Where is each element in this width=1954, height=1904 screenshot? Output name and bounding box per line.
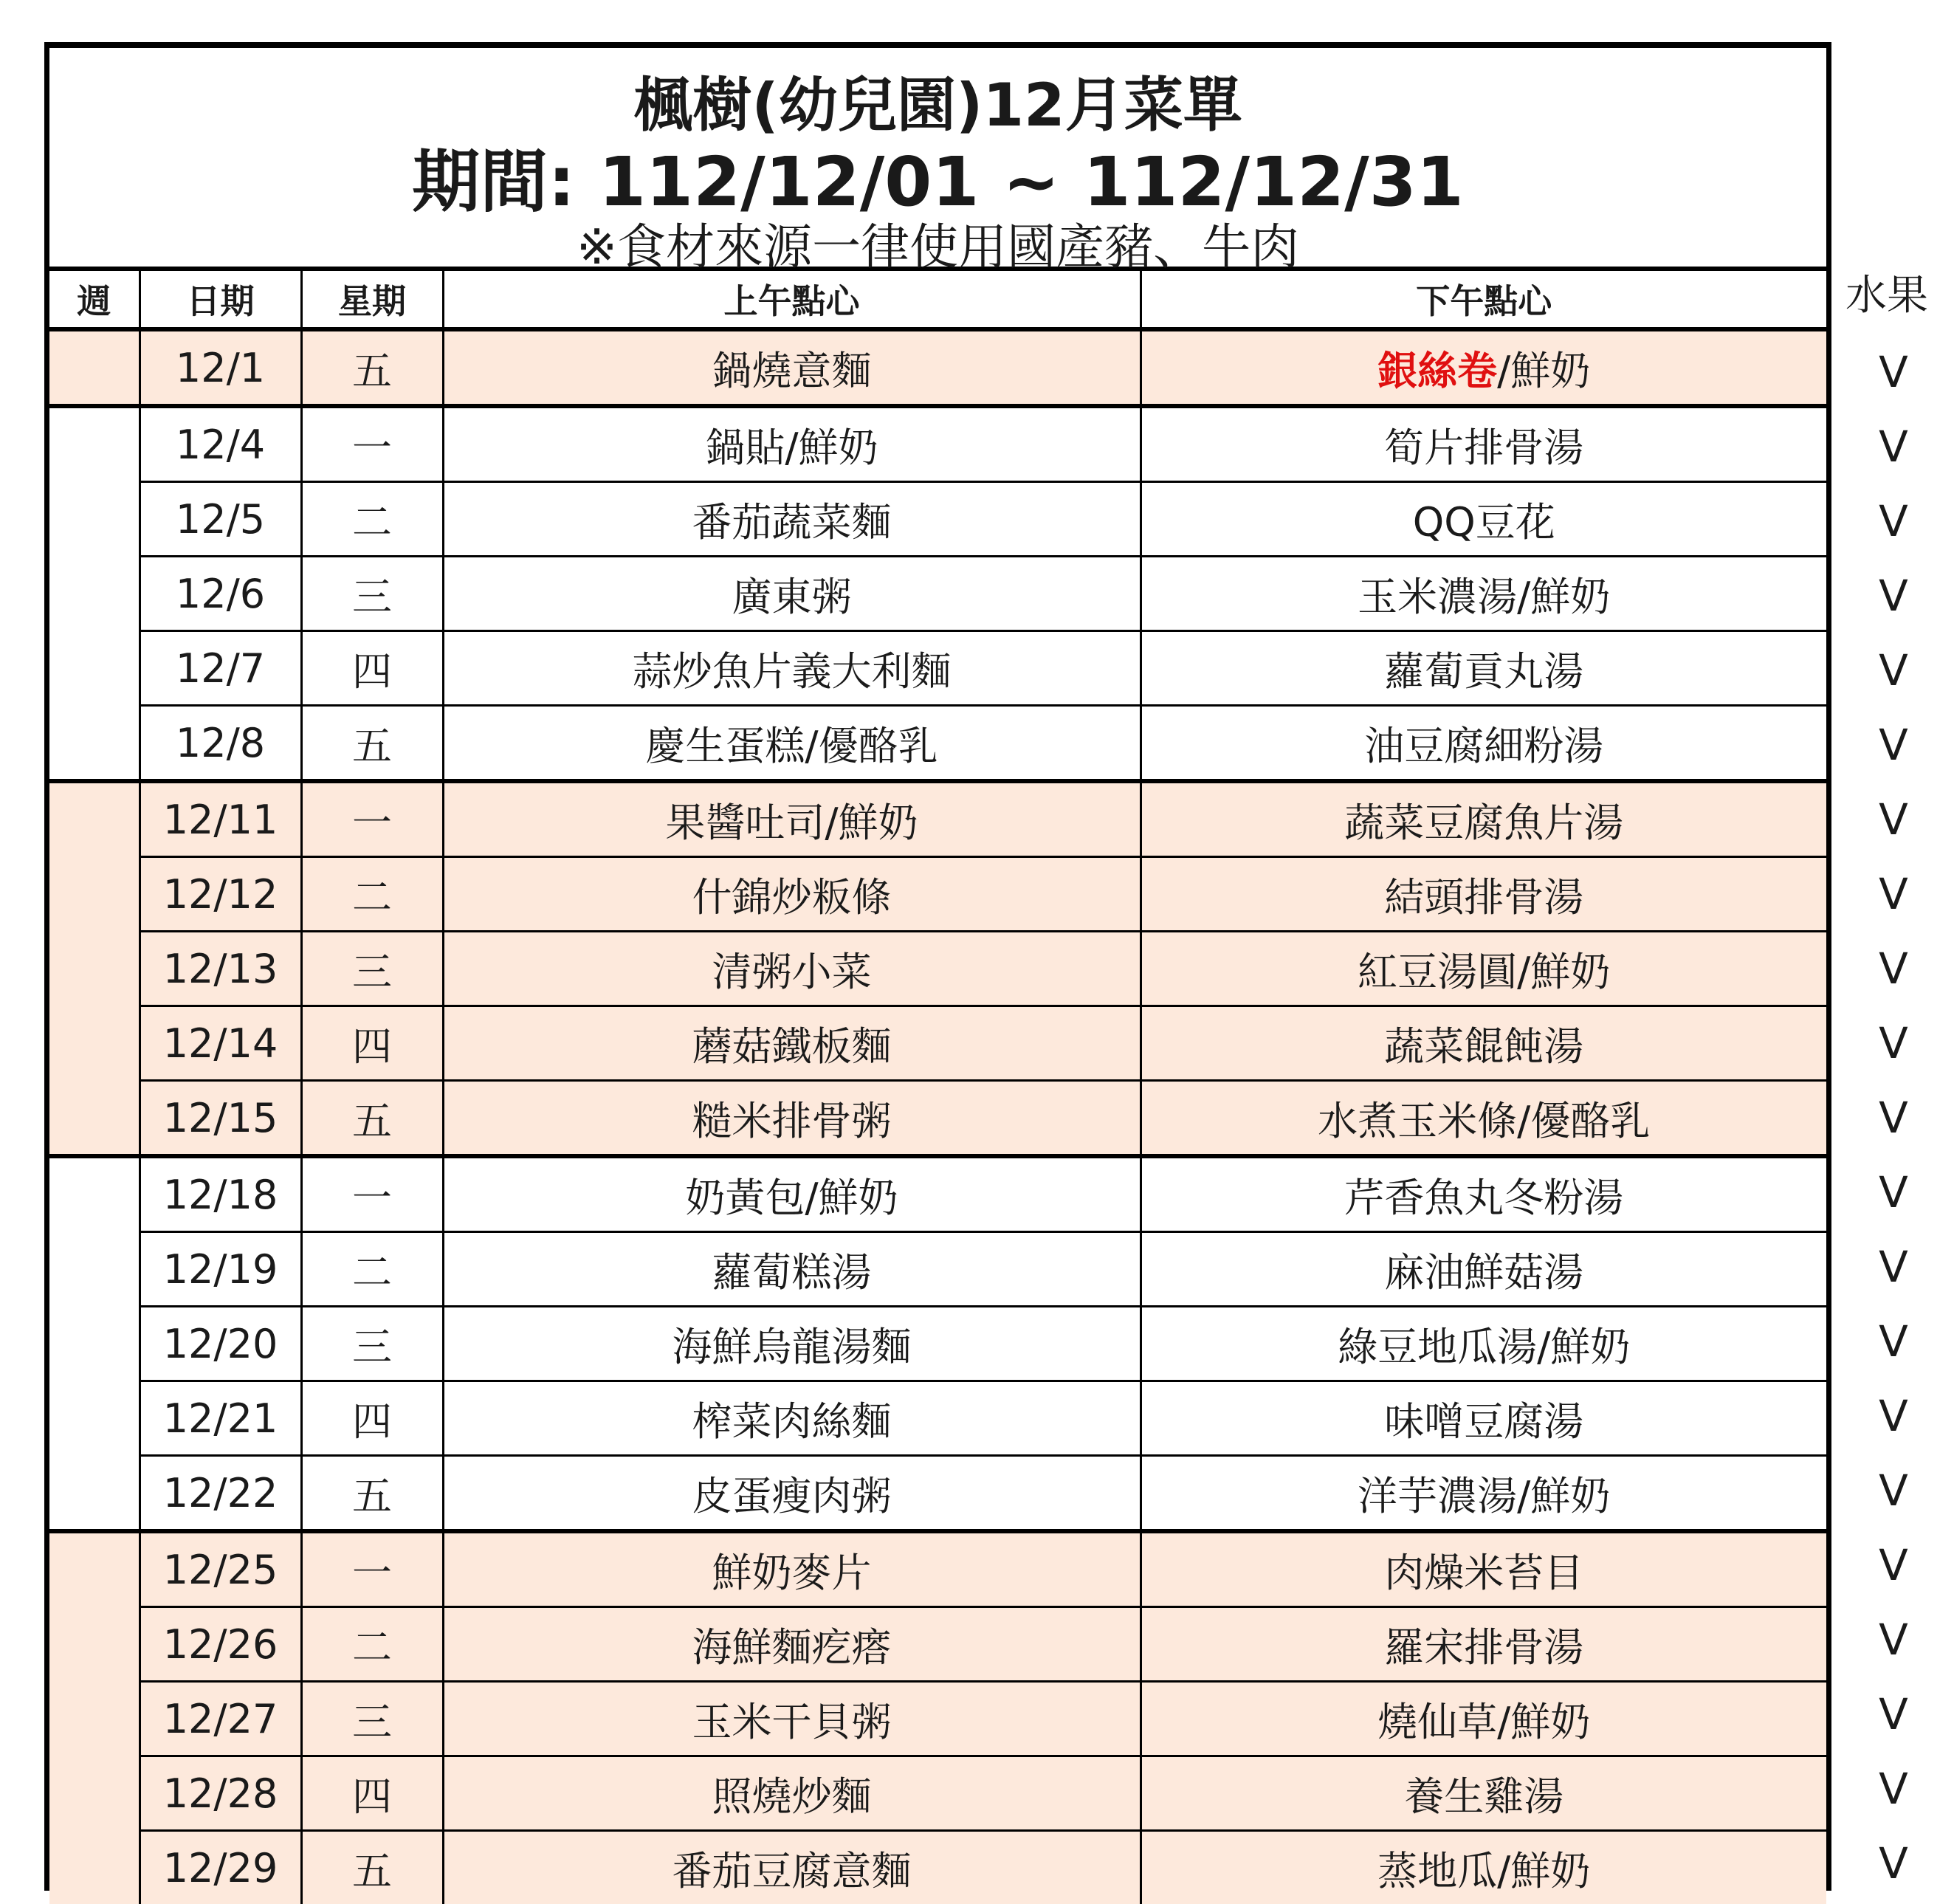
am-snack-cell: 皮蛋瘦肉粥 bbox=[443, 1456, 1141, 1532]
weekday-cell: 三 bbox=[301, 932, 443, 1006]
table-row bbox=[49, 1756, 1826, 1831]
fruit-check: V bbox=[1868, 1092, 1919, 1144]
fruit-check: V bbox=[1868, 1390, 1919, 1442]
pm-snack-cell: 紅豆湯圓/鮮奶 bbox=[1141, 932, 1826, 1006]
fruit-check: V bbox=[1868, 868, 1919, 920]
pm-snack-cell: 筍片排骨湯 bbox=[1141, 406, 1826, 482]
am-snack-cell: 海鮮烏龍湯麵 bbox=[443, 1307, 1141, 1381]
table-row bbox=[49, 857, 1826, 932]
table-row bbox=[49, 781, 1826, 857]
pm-snack-cell: 味噌豆腐湯 bbox=[1141, 1381, 1826, 1456]
date-cell: 12/1 bbox=[140, 329, 301, 406]
pm-snack-cell: 羅宋排骨湯 bbox=[1141, 1607, 1826, 1682]
fruit-check: V bbox=[1868, 1166, 1919, 1218]
fruit-check: V bbox=[1868, 570, 1919, 622]
weekday-cell: 四 bbox=[301, 631, 443, 706]
weekday-cell: 五 bbox=[301, 329, 443, 406]
date-cell: 12/15 bbox=[140, 1081, 301, 1157]
weekday-cell: 一 bbox=[301, 1156, 443, 1232]
date-cell: 12/19 bbox=[140, 1232, 301, 1307]
fruit-check: V bbox=[1868, 1465, 1919, 1516]
am-snack-cell: 鍋貼/鮮奶 bbox=[443, 406, 1141, 482]
fruit-check: V bbox=[1868, 1763, 1919, 1815]
am-snack-cell: 海鮮麵疙瘩 bbox=[443, 1607, 1141, 1682]
pm-snack-cell: 洋芋濃湯/鮮奶 bbox=[1141, 1456, 1826, 1532]
table-row bbox=[49, 1682, 1826, 1756]
am-snack-cell: 蒜炒魚片義大利麵 bbox=[443, 631, 1141, 706]
pm-snack-cell: 麻油鮮菇湯 bbox=[1141, 1232, 1826, 1307]
col-header-week: 週 bbox=[49, 271, 140, 329]
fruit-check: V bbox=[1868, 1017, 1919, 1069]
am-snack-cell: 玉米干貝粥 bbox=[443, 1682, 1141, 1756]
fruit-check: V bbox=[1868, 1539, 1919, 1591]
pm-snack-cell: 結頭排骨湯 bbox=[1141, 857, 1826, 932]
fruit-check: V bbox=[1868, 495, 1919, 547]
weekday-cell: 二 bbox=[301, 1607, 443, 1682]
week-cell bbox=[49, 406, 140, 781]
date-cell: 12/6 bbox=[140, 557, 301, 631]
table-row bbox=[49, 482, 1826, 557]
am-snack-cell: 蘿蔔糕湯 bbox=[443, 1232, 1141, 1307]
weekday-cell: 五 bbox=[301, 1456, 443, 1532]
pm-snack-cell: 養生雞湯 bbox=[1141, 1756, 1826, 1831]
date-cell: 12/4 bbox=[140, 406, 301, 482]
week-cell bbox=[49, 1531, 140, 1904]
am-snack-cell: 清粥小菜 bbox=[443, 932, 1141, 1006]
table-row bbox=[49, 1232, 1826, 1307]
date-cell: 12/28 bbox=[140, 1756, 301, 1831]
col-header-pm-snack: 下午點心 bbox=[1141, 271, 1826, 329]
date-cell: 12/29 bbox=[140, 1831, 301, 1904]
table-row bbox=[49, 706, 1826, 782]
weekday-cell: 二 bbox=[301, 857, 443, 932]
week-cell bbox=[49, 1156, 140, 1531]
table-row bbox=[49, 1081, 1826, 1157]
table-row bbox=[49, 406, 1826, 482]
am-snack-cell: 奶黃包/鮮奶 bbox=[443, 1156, 1141, 1232]
pm-snack-cell: 肉燥米苔目 bbox=[1141, 1531, 1826, 1607]
weekday-cell: 五 bbox=[301, 706, 443, 782]
table-row bbox=[49, 1607, 1826, 1682]
am-snack-cell: 番茄豆腐意麵 bbox=[443, 1831, 1141, 1904]
weekday-cell: 三 bbox=[301, 1307, 443, 1381]
menu-sheet bbox=[44, 42, 1831, 1891]
pm-snack-cell bbox=[1141, 329, 1826, 406]
date-cell: 12/11 bbox=[140, 781, 301, 857]
table-row bbox=[49, 1307, 1826, 1381]
weekday-cell: 二 bbox=[301, 482, 443, 557]
pm-snack-rest: /鮮奶 bbox=[1497, 348, 1590, 394]
date-cell: 12/26 bbox=[140, 1607, 301, 1682]
am-snack-cell: 番茄蔬菜麵 bbox=[443, 482, 1141, 557]
table-row bbox=[49, 1381, 1826, 1456]
fruit-check: V bbox=[1868, 943, 1919, 994]
weekday-cell: 三 bbox=[301, 557, 443, 631]
date-cell: 12/14 bbox=[140, 1006, 301, 1081]
col-header-am-snack: 上午點心 bbox=[443, 271, 1141, 329]
am-snack-cell: 什錦炒粄條 bbox=[443, 857, 1141, 932]
table-row bbox=[49, 631, 1826, 706]
am-snack-cell: 榨菜肉絲麵 bbox=[443, 1381, 1141, 1456]
table-row bbox=[49, 1456, 1826, 1532]
date-cell: 12/20 bbox=[140, 1307, 301, 1381]
date-cell: 12/21 bbox=[140, 1381, 301, 1456]
fruit-check: V bbox=[1868, 346, 1919, 398]
title-block bbox=[49, 48, 1826, 271]
fruit-check: V bbox=[1868, 1614, 1919, 1666]
fruit-check: V bbox=[1868, 1316, 1919, 1367]
table-row bbox=[49, 557, 1826, 631]
week-cell bbox=[49, 781, 140, 1156]
date-cell: 12/22 bbox=[140, 1456, 301, 1532]
pm-snack-cell: QQ豆花 bbox=[1141, 482, 1826, 557]
period-text: 期間: 112/12/01 ~ 112/12/31 bbox=[49, 142, 1826, 222]
table-row bbox=[49, 329, 1826, 406]
week-cell bbox=[49, 329, 140, 406]
pm-snack-cell: 水煮玉米條/優酪乳 bbox=[1141, 1081, 1826, 1157]
am-snack-cell: 果醬吐司/鮮奶 bbox=[443, 781, 1141, 857]
am-snack-cell: 鮮奶麥片 bbox=[443, 1531, 1141, 1607]
weekday-cell: 一 bbox=[301, 1531, 443, 1607]
weekday-cell: 一 bbox=[301, 781, 443, 857]
am-snack-cell: 照燒炒麵 bbox=[443, 1756, 1141, 1831]
pm-snack-cell: 油豆腐細粉湯 bbox=[1141, 706, 1826, 782]
table-row bbox=[49, 1156, 1826, 1232]
weekday-cell: 五 bbox=[301, 1831, 443, 1904]
am-snack-cell: 慶生蛋糕/優酪乳 bbox=[443, 706, 1141, 782]
fruit-check: V bbox=[1868, 719, 1919, 771]
date-cell: 12/5 bbox=[140, 482, 301, 557]
date-cell: 12/13 bbox=[140, 932, 301, 1006]
ingredient-note: ※食材來源一律使用國產豬、牛肉 bbox=[49, 218, 1826, 277]
page-title: 楓樹(幼兒園)12月菜單 bbox=[49, 69, 1826, 142]
date-cell: 12/18 bbox=[140, 1156, 301, 1232]
fruit-check: V bbox=[1868, 1688, 1919, 1740]
date-cell: 12/8 bbox=[140, 706, 301, 782]
am-snack-cell: 蘑菇鐵板麵 bbox=[443, 1006, 1141, 1081]
weekday-cell: 二 bbox=[301, 1232, 443, 1307]
weekday-cell: 一 bbox=[301, 406, 443, 482]
table-row bbox=[49, 1531, 1826, 1607]
weekday-cell: 三 bbox=[301, 1682, 443, 1756]
fruit-column-header: 水果 bbox=[1845, 270, 1928, 322]
pm-snack-cell: 玉米濃湯/鮮奶 bbox=[1141, 557, 1826, 631]
menu-table bbox=[49, 271, 1826, 1904]
date-cell: 12/27 bbox=[140, 1682, 301, 1756]
pm-snack-cell: 蔬菜餛飩湯 bbox=[1141, 1006, 1826, 1081]
weekday-cell: 五 bbox=[301, 1081, 443, 1157]
pm-snack-cell: 蔬菜豆腐魚片湯 bbox=[1141, 781, 1826, 857]
date-cell: 12/25 bbox=[140, 1531, 301, 1607]
table-row bbox=[49, 932, 1826, 1006]
weekday-cell: 四 bbox=[301, 1006, 443, 1081]
am-snack-cell: 糙米排骨粥 bbox=[443, 1081, 1141, 1157]
fruit-check: V bbox=[1868, 645, 1919, 696]
col-header-weekday: 星期 bbox=[301, 271, 443, 329]
date-cell: 12/12 bbox=[140, 857, 301, 932]
col-header-date: 日期 bbox=[140, 271, 301, 329]
weekday-cell: 四 bbox=[301, 1756, 443, 1831]
pm-snack-cell: 芹香魚丸冬粉湯 bbox=[1141, 1156, 1826, 1232]
am-snack-cell: 鍋燒意麵 bbox=[443, 329, 1141, 406]
fruit-check: V bbox=[1868, 421, 1919, 472]
pm-snack-cell: 綠豆地瓜湯/鮮奶 bbox=[1141, 1307, 1826, 1381]
pm-snack-cell: 燒仙草/鮮奶 bbox=[1141, 1682, 1826, 1756]
date-cell: 12/7 bbox=[140, 631, 301, 706]
fruit-check: V bbox=[1868, 1838, 1919, 1889]
highlighted-item: 銀絲卷 bbox=[1377, 348, 1497, 394]
pm-snack-cell: 蘿蔔貢丸湯 bbox=[1141, 631, 1826, 706]
header-row bbox=[49, 271, 1826, 329]
am-snack-cell: 廣東粥 bbox=[443, 557, 1141, 631]
table-row bbox=[49, 1006, 1826, 1081]
weekday-cell: 四 bbox=[301, 1381, 443, 1456]
table-row bbox=[49, 1831, 1826, 1904]
fruit-check: V bbox=[1868, 794, 1919, 845]
pm-snack-cell: 蒸地瓜/鮮奶 bbox=[1141, 1831, 1826, 1904]
fruit-check: V bbox=[1868, 1241, 1919, 1293]
